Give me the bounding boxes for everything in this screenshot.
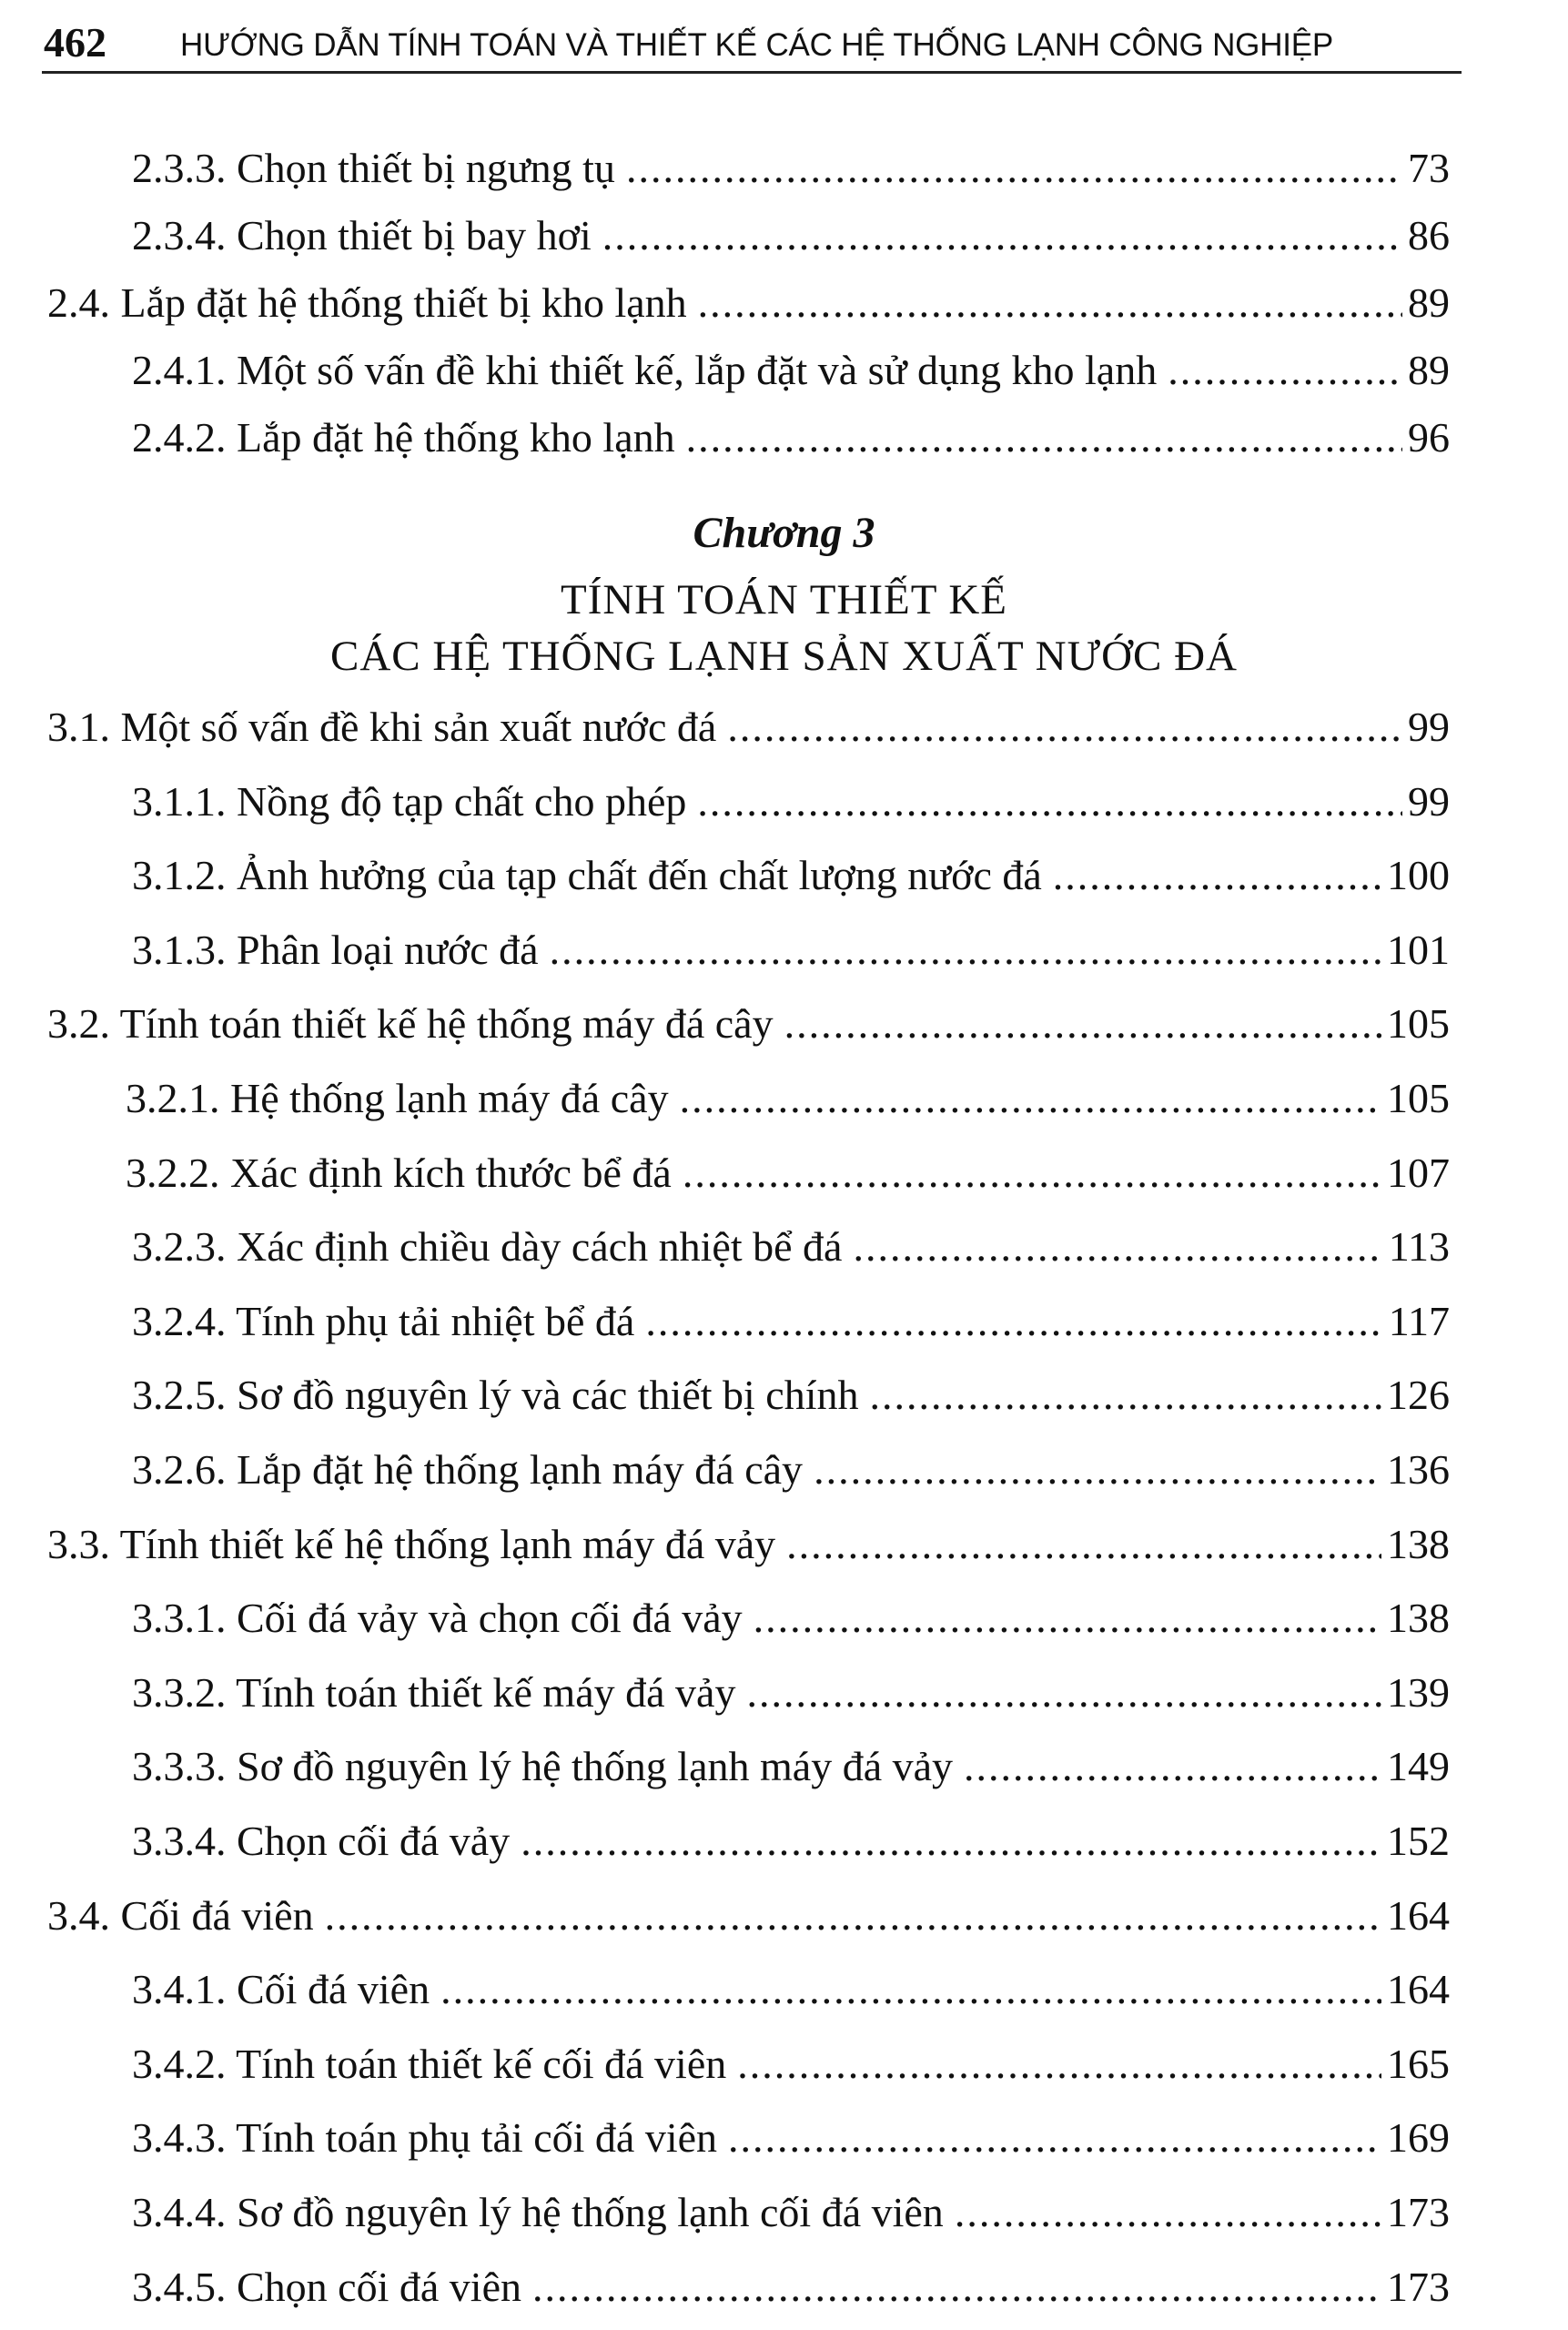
toc-entry	[126, 1074, 1450, 1129]
toc-entry-page: 100	[1387, 852, 1450, 898]
toc-entry-page: 136	[1387, 1446, 1450, 1493]
toc-entry	[132, 2188, 1450, 2243]
toc-entry-page: 164	[1387, 1892, 1450, 1939]
toc-entry-title: 3.4.4. Sơ đồ nguyên lý hệ thống lạnh cối đá viên	[132, 2189, 944, 2235]
toc-entry-title: 3.2. Tính toán thiết kế hệ thống máy đá cây	[47, 1000, 774, 1047]
toc-entry	[132, 1222, 1450, 1277]
toc-entry-title: 3.1.1. Nồng độ tạp chất cho phép	[132, 778, 687, 825]
toc-entry	[132, 777, 1450, 832]
dot-leader	[754, 1594, 1381, 1642]
toc-entry-page: 164	[1387, 1966, 1450, 2012]
book-title: HƯỚNG DẪN TÍNH TOÁN VÀ THIẾT KẾ CÁC HỆ THỐNG LẠNH CÔNG NGHIỆP	[180, 27, 1334, 63]
toc-entry-page: 173	[1387, 2264, 1450, 2310]
dot-leader	[521, 1817, 1381, 1865]
dot-leader	[746, 1668, 1381, 1717]
toc-entry-page: 138	[1387, 1595, 1450, 1641]
toc-entry	[132, 2263, 1450, 2317]
dot-leader	[786, 1520, 1381, 1568]
toc-entry-page: 169	[1387, 2114, 1450, 2161]
toc-entry-title: 3.4. Cối đá viên	[47, 1892, 314, 1939]
toc-entry	[132, 2040, 1450, 2094]
toc-entry-title: 3.3.2. Tính toán thiết kế máy đá vảy	[132, 1669, 736, 1716]
dot-leader	[737, 2040, 1381, 2088]
toc-entry-page: 86	[1408, 212, 1450, 258]
toc-entry	[132, 1742, 1450, 1797]
toc-entry	[132, 1817, 1450, 1871]
toc-entry-page: 89	[1408, 347, 1450, 393]
dot-leader	[550, 926, 1381, 974]
dot-leader	[870, 1371, 1381, 1419]
toc-entry-title: 3.4.1. Cối đá viên	[132, 1966, 430, 2012]
toc-entry	[132, 1371, 1450, 1425]
toc-entry-title: 3.2.4. Tính phụ tải nhiệt bể đá	[132, 1298, 635, 1344]
toc-entry	[47, 279, 1450, 333]
toc-entry-title: 3.1.3. Phân loại nước đá	[132, 927, 539, 973]
dot-leader	[1168, 346, 1402, 394]
toc-entry	[132, 926, 1450, 980]
toc-entry-page: 165	[1387, 2041, 1450, 2087]
dot-leader	[645, 1297, 1382, 1345]
dot-leader	[1053, 851, 1381, 899]
dot-leader	[727, 703, 1402, 751]
toc-entry	[47, 703, 1450, 757]
chapter-title-line-2: CÁC HỆ THỐNG LẠNH SẢN XUẤT NƯỚC ĐÁ	[330, 633, 1238, 680]
dot-leader	[698, 279, 1402, 327]
toc-entry-page: 139	[1387, 1669, 1450, 1716]
toc-entry	[132, 413, 1450, 468]
toc-entry-page: 99	[1408, 778, 1450, 825]
toc-entry-title: 2.4. Lắp đặt hệ thống thiết bị kho lạnh	[47, 279, 687, 326]
toc-entry-title: 3.3.3. Sơ đồ nguyên lý hệ thống lạnh máy đá vảy	[132, 1743, 954, 1789]
toc-entry-page: 99	[1408, 704, 1450, 750]
dot-leader	[683, 1149, 1381, 1197]
toc-entry-page: 117	[1388, 1298, 1450, 1344]
dot-leader	[440, 1965, 1381, 2013]
toc-entry	[132, 851, 1450, 906]
toc-entry	[132, 1445, 1450, 1500]
toc-entry-page: 96	[1408, 414, 1450, 461]
toc-entry	[47, 1520, 1450, 1575]
toc-entry-page: 126	[1387, 1372, 1450, 1418]
toc-entry	[132, 1297, 1450, 1352]
dot-leader	[784, 999, 1381, 1048]
toc-entry	[132, 2113, 1450, 2168]
toc-entry-page: 105	[1387, 1000, 1450, 1047]
dot-leader	[955, 2188, 1381, 2236]
page-number: 462	[44, 19, 106, 66]
toc-entry-page: 149	[1387, 1743, 1450, 1789]
toc-entry	[132, 211, 1450, 266]
toc-entry-title: 3.2.1. Hệ thống lạnh máy đá cây	[126, 1075, 669, 1121]
toc-entry	[132, 1668, 1450, 1723]
dot-leader	[532, 2263, 1381, 2311]
toc-entry-title: 3.3.1. Cối đá vảy và chọn cối đá vảy	[132, 1595, 743, 1641]
toc-entry-page: 89	[1408, 279, 1450, 326]
toc-entry-title: 3.4.2. Tính toán thiết kế cối đá viên	[132, 2041, 727, 2087]
toc-entry-title: 2.4.1. Một số vấn đề khi thiết kế, lắp đặt và sử dụng kho lạnh	[132, 347, 1158, 393]
dot-leader	[853, 1222, 1382, 1271]
toc-entry	[47, 1891, 1450, 1946]
chapter-label: Chương 3	[693, 509, 875, 557]
toc-entry-title: 3.2.5. Sơ đồ nguyên lý và các thiết bị chính	[132, 1372, 859, 1418]
dot-leader	[680, 1074, 1381, 1122]
dot-leader	[602, 211, 1402, 259]
dot-leader	[626, 144, 1402, 192]
dot-leader	[814, 1445, 1381, 1494]
chapter-title-line-1: TÍNH TOÁN THIẾT KẾ	[560, 576, 1007, 623]
toc-entry-page: 173	[1387, 2189, 1450, 2235]
toc-entry	[132, 1594, 1450, 1648]
toc-entry-title: 2.3.3. Chọn thiết bị ngưng tụ	[132, 145, 615, 191]
toc-entry-page: 101	[1387, 927, 1450, 973]
toc-entry-title: 3.3. Tính thiết kế hệ thống lạnh máy đá vảy	[47, 1521, 776, 1567]
toc-entry-title: 3.3.4. Chọn cối đá vảy	[132, 1818, 511, 1864]
toc-entry-title: 3.2.2. Xác định kích thước bể đá	[126, 1150, 672, 1196]
toc-entry	[132, 144, 1450, 198]
toc-entry-title: 3.1. Một số vấn đề khi sản xuất nước đá	[47, 704, 717, 750]
dot-leader	[728, 2113, 1381, 2162]
dot-leader	[686, 413, 1402, 461]
dot-leader	[964, 1742, 1381, 1790]
toc-entry-page: 105	[1387, 1075, 1450, 1121]
toc-entry-page: 107	[1387, 1150, 1450, 1196]
toc-entry-page: 73	[1408, 145, 1450, 191]
toc-entry-page: 113	[1388, 1223, 1450, 1270]
toc-entry-page: 152	[1387, 1818, 1450, 1864]
toc-entry-title: 2.3.4. Chọn thiết bị bay hơi	[132, 212, 592, 258]
toc-entry-title: 3.4.3. Tính toán phụ tải cối đá viên	[132, 2114, 718, 2161]
toc-entry	[126, 1149, 1450, 1203]
toc-entry-title: 2.4.2. Lắp đặt hệ thống kho lạnh	[132, 414, 675, 461]
toc-entry	[47, 999, 1450, 1054]
toc-entry	[132, 1965, 1450, 2020]
toc-entry	[132, 346, 1450, 400]
toc-entry-title: 3.1.2. Ảnh hưởng của tạp chất đến chất lượng nước đá	[132, 852, 1042, 898]
toc-entry-title: 3.2.3. Xác định chiều dày cách nhiệt bể đá	[132, 1223, 843, 1270]
toc-entry-title: 3.4.5. Chọn cối đá viên	[132, 2264, 521, 2310]
dot-leader	[697, 777, 1402, 826]
toc-entry-title: 3.2.6. Lắp đặt hệ thống lạnh máy đá cây	[132, 1446, 804, 1493]
toc-entry-page: 138	[1387, 1521, 1450, 1567]
dot-leader	[325, 1891, 1381, 1940]
